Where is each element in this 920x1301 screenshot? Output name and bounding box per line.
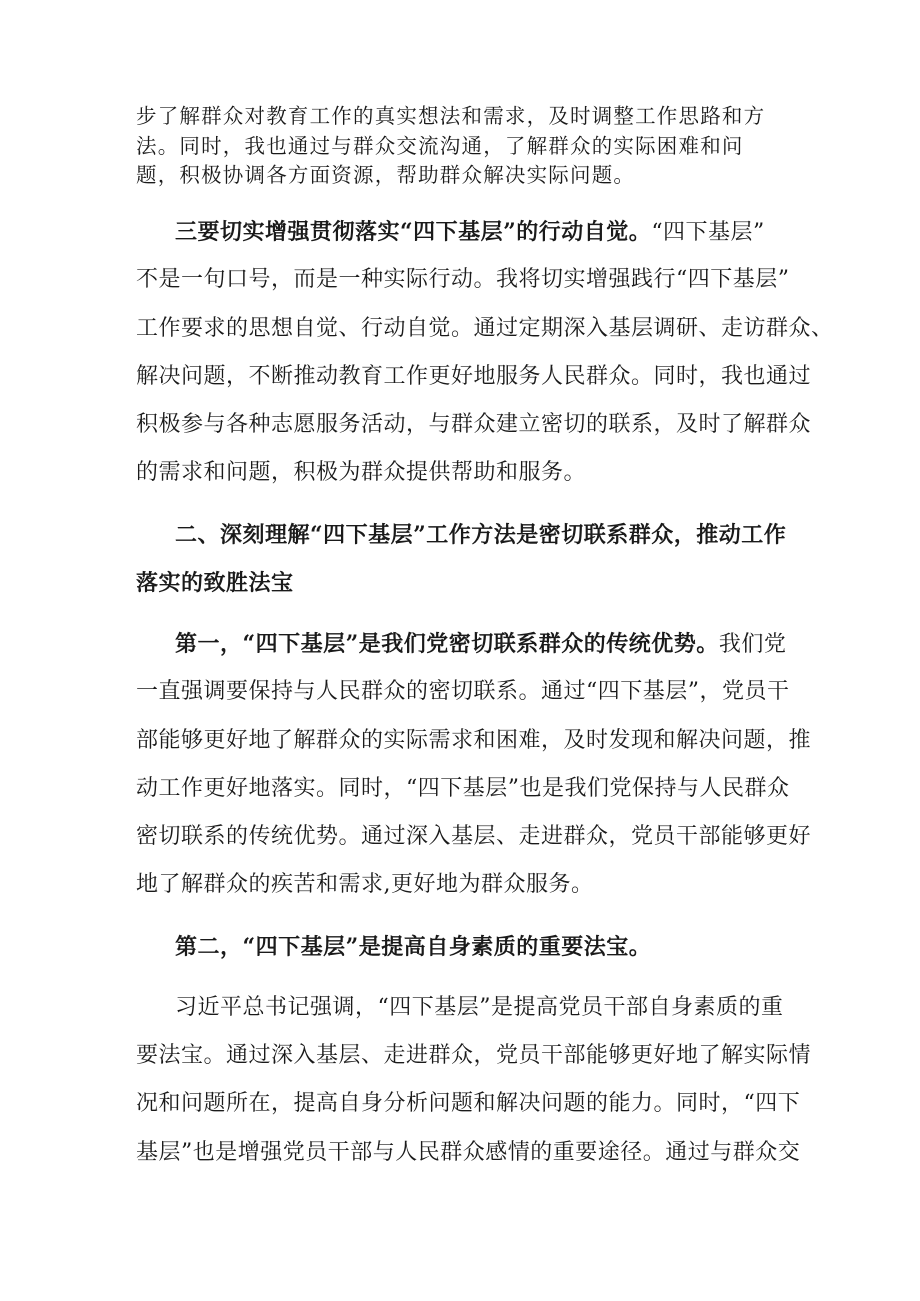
heading-two-line-2: 落实的致胜法宝 — [136, 570, 294, 596]
point-one-line-5: 地了解群众的疾苦和需求,更好地为群众服务。 — [136, 872, 594, 897]
continuation-line-3: 题，积极协调各方面资源，帮助群众解决实际问题。 — [136, 163, 636, 187]
point-one-line-2: 部能够更好地了解群众的实际需求和困难，及时发现和解决问题，推 — [136, 728, 812, 753]
section-three-line-1: 不是一句口号，而是一种实际行动。我将切实增强践行“四下基层” — [136, 267, 790, 292]
section-three-line-3: 解决问题，不断推动教育工作更好地服务人民群众。同时，我也通过 — [136, 364, 812, 389]
section-three-line-2: 工作要求的思想自觉、行动自觉。通过定期深入基层调研、走访群众、 — [136, 316, 834, 341]
point-one-line-3: 动工作更好地落实。同时，“四下基层”也是我们党保持与人民群众 — [136, 776, 790, 801]
point-one-lead: 第一，“四下基层”是我们党密切联系群众的传统优势。 — [175, 631, 719, 657]
continuation-line-1: 步了解群众对教育工作的真实想法和需求，及时调整工作思路和方 — [136, 104, 766, 128]
heading-two-line-1: 二、深刻理解“四下基层”工作方法是密切联系群众，推动工作 — [175, 522, 787, 548]
point-one-line-4: 密切联系的传统优势。通过深入基层、走进群众，党员干部能够更好 — [136, 824, 812, 849]
point-two-line-3: 况和问题所在，提高自身分析问题和解决问题的能力。同时，“四下 — [136, 1091, 801, 1116]
section-three-first-line — [175, 219, 765, 246]
section-three-heading: 三要切实增强贯彻落实“四下基层”的行动自觉。 — [175, 219, 652, 245]
point-one-first-line — [175, 631, 786, 658]
point-two-line-1: 习近平总书记强调，“四下基层”是提高党员干部自身素质的重 — [175, 995, 784, 1020]
point-two-lead: 第二，“四下基层”是提高自身素质的重要法宝。 — [175, 934, 652, 960]
point-two-line-2: 要法宝。通过深入基层、走进群众，党员干部能够更好地了解实际情 — [136, 1043, 812, 1068]
continuation-line-2: 法。同时，我也通过与群众交流沟通，了解群众的实际困难和问 — [136, 134, 744, 158]
section-three-heading-tail: “四下基层” — [651, 220, 765, 245]
section-three-line-4: 积极参与各种志愿服务活动，与群众建立密切的联系，及时了解群众 — [136, 412, 812, 437]
point-two-line-4: 基层”也是增强党员干部与人民群众感情的重要途径。通过与群众交 — [136, 1140, 801, 1165]
point-one-line-1: 一直强调要保持与人民群众的密切联系。通过“四下基层”，党员干 — [136, 679, 790, 704]
section-three-line-5: 的需求和问题，积极为群众提供帮助和服务。 — [136, 460, 587, 485]
point-one-lead-tail: 我们党 — [718, 632, 787, 657]
